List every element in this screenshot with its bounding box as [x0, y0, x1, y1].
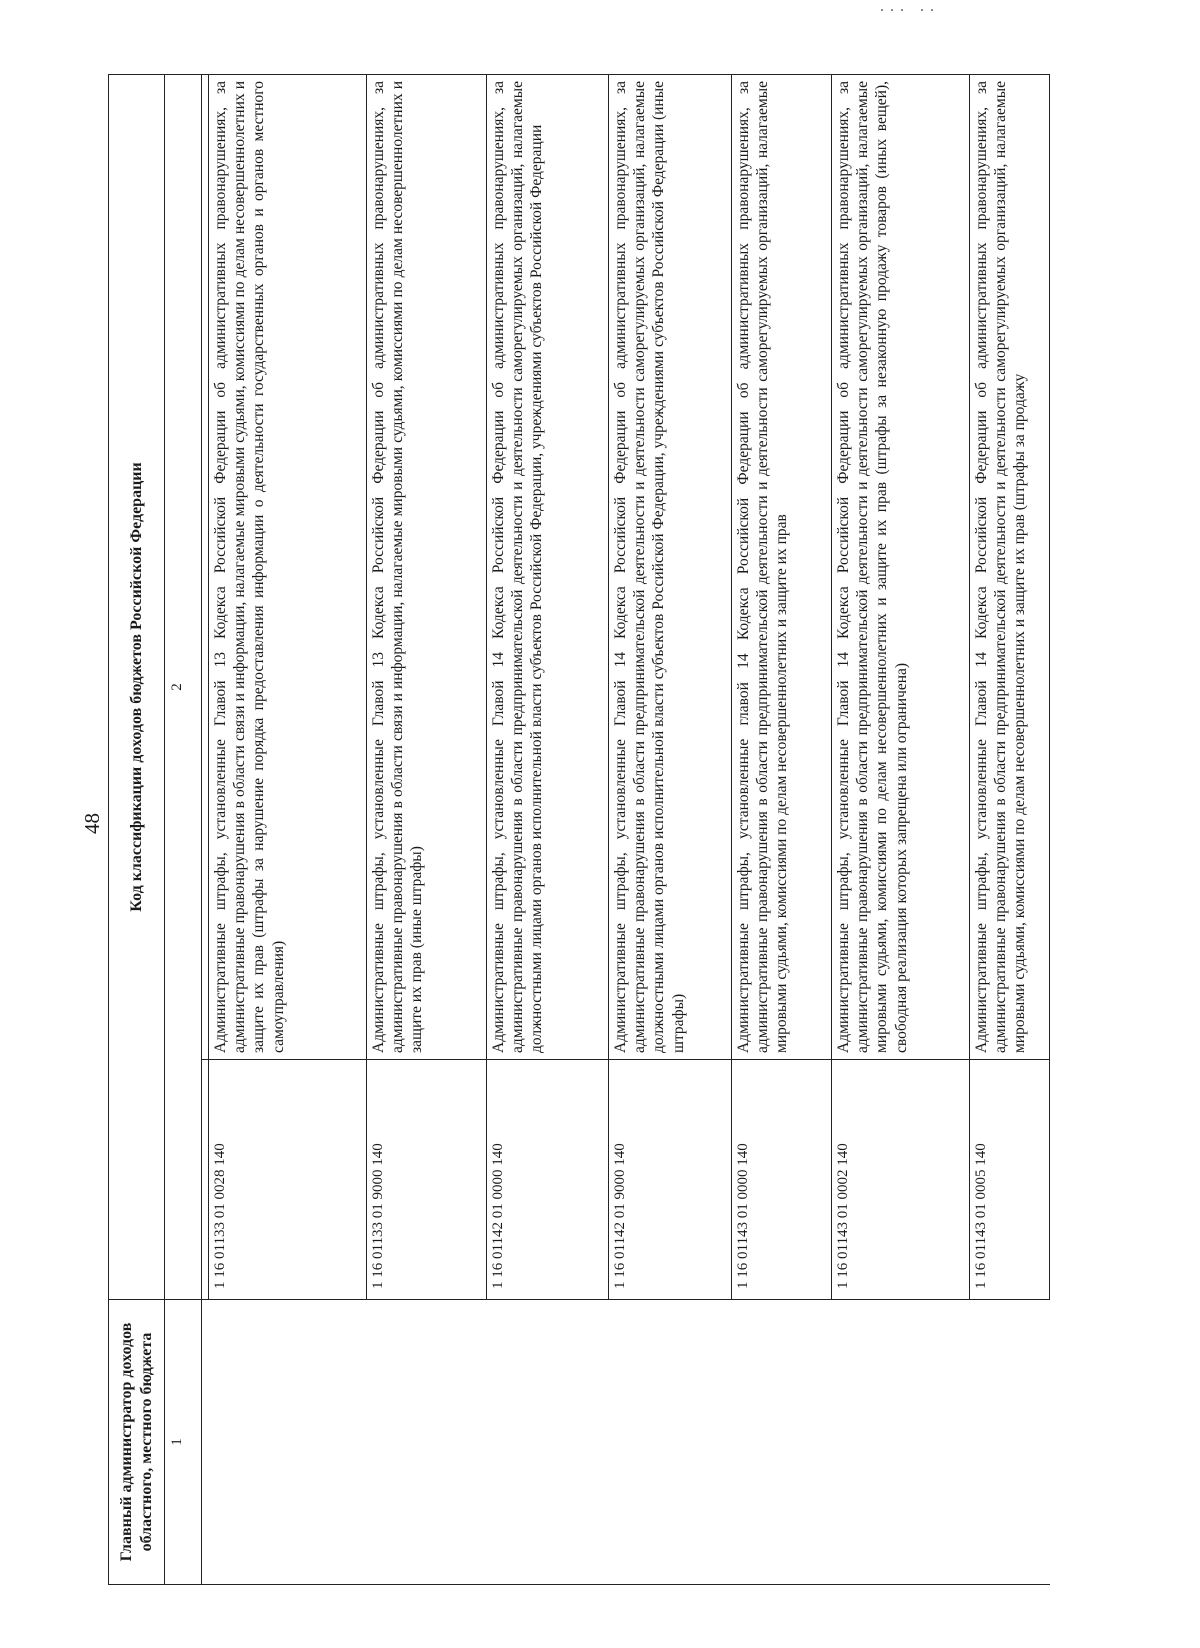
admin-cell — [832, 1300, 970, 1585]
row-description: Административные штрафы, установленные Главой 14 Кодекса Российской Федерации об административных правонарушениях, за административные правонарушения в области предпринимательской деятельности и деятельности саморегулируемых организаций, налагаемые мировыми судьями, комиссиями по делам несовершеннолетних и защите их прав (штрафы за продажу — [970, 74, 1050, 1059]
table-row — [209, 74, 367, 1584]
spacer-row — [202, 74, 209, 1584]
kbk-code: 1 16 01143 01 0002 140 — [832, 1060, 970, 1300]
table-row — [832, 74, 970, 1584]
rotated-table-container — [108, 75, 1068, 1585]
table-row — [970, 74, 1050, 1584]
revenue-classification-table — [108, 74, 1050, 1585]
table-header-row — [109, 74, 165, 1584]
table-row — [367, 74, 487, 1584]
row-description: Административные штрафы, установленные Главой 13 Кодекса Российской Федерации об административных правонарушениях, за административные правонарушения в области связи и информации, налагаемые мировыми судьями, комиссиями по делам несовершеннолетних и защите их прав (штрафы за нарушение порядка предоставления информации о деятельности государственных органов и органов местного самоуправления) — [209, 74, 367, 1059]
admin-cell — [367, 1300, 487, 1585]
kbk-code: 1 16 01143 01 0000 140 — [732, 1060, 832, 1300]
row-description: Административные штрафы, установленные главой 14 Кодекса Российской Федерации об административных правонарушениях, за административные правонарушения в области предпринимательской деятельности и деятельности саморегулируемых организаций, налагаемые мировыми судьями, комиссиями по делам несовершеннолетних и защите их прав — [732, 74, 832, 1059]
table-row — [609, 74, 732, 1584]
table-row — [732, 74, 832, 1584]
row-description: Административные штрафы, установленные Главой 14 Кодекса Российской Федерации об административных правонарушениях, за административные правонарушения в области предпринимательской деятельности и деятельности саморегулируемых организаций, налагаемые мировыми судьями, комиссиями по делам несовершеннолетних и защите их прав (штрафы за незаконную продажу товаров (иных вещей), свободная реализация которых запрещена или ограничена) — [832, 74, 970, 1059]
top-mark: ... .. — [880, 0, 940, 15]
row-description: Административные штрафы, установленные Главой 14 Кодекса Российской Федерации об административных правонарушениях, за административные правонарушения в области предпринимательской деятельности и деятельности саморегулируемых организаций, налагаемые должностными лицами органов исполнительной власти субъектов Российской Федерации, учреждениями субъектов Российской Федерации (иные штрафы) — [609, 74, 732, 1059]
column-number-row — [165, 74, 202, 1584]
header-admin: Главный администратор доходов областного, местного бюджета — [109, 1300, 165, 1585]
admin-cell — [609, 1300, 732, 1585]
kbk-code: 1 16 01143 01 0005 140 — [970, 1060, 1050, 1300]
row-description: Административные штрафы, установленные Главой 14 Кодекса Российской Федерации об административных правонарушениях, за административные правонарушения в области предпринимательской деятельности и деятельности саморегулируемых организаций, налагаемые должностными лицами органов исполнительной власти субъектов Российской Федерации, учреждениями субъектов Российской Федерации — [487, 74, 609, 1059]
kbk-code: 1 16 01133 01 9000 140 — [367, 1060, 487, 1300]
header-code: Код классификации доходов бюджетов Российской Федерации — [109, 74, 165, 1299]
page-number: 48 — [80, 813, 104, 834]
kbk-code: 1 16 01142 01 9000 140 — [609, 1060, 732, 1300]
kbk-code: 1 16 01142 01 0000 140 — [487, 1060, 609, 1300]
admin-cell — [732, 1300, 832, 1585]
admin-cell — [209, 1300, 367, 1585]
column-number-1: 1 — [165, 1300, 202, 1585]
table-row — [487, 74, 609, 1584]
kbk-code: 1 16 01133 01 0028 140 — [209, 1060, 367, 1300]
column-number-2: 2 — [165, 74, 202, 1299]
admin-cell — [487, 1300, 609, 1585]
row-description: Административные штрафы, установленные Главой 13 Кодекса Российской Федерации об административных правонарушениях, за административные правонарушения в области связи и информации, налагаемые мировыми судьями, комиссиями по делам несовершеннолетних и защите их прав (иные штрафы) — [367, 74, 487, 1059]
admin-cell — [970, 1300, 1050, 1585]
